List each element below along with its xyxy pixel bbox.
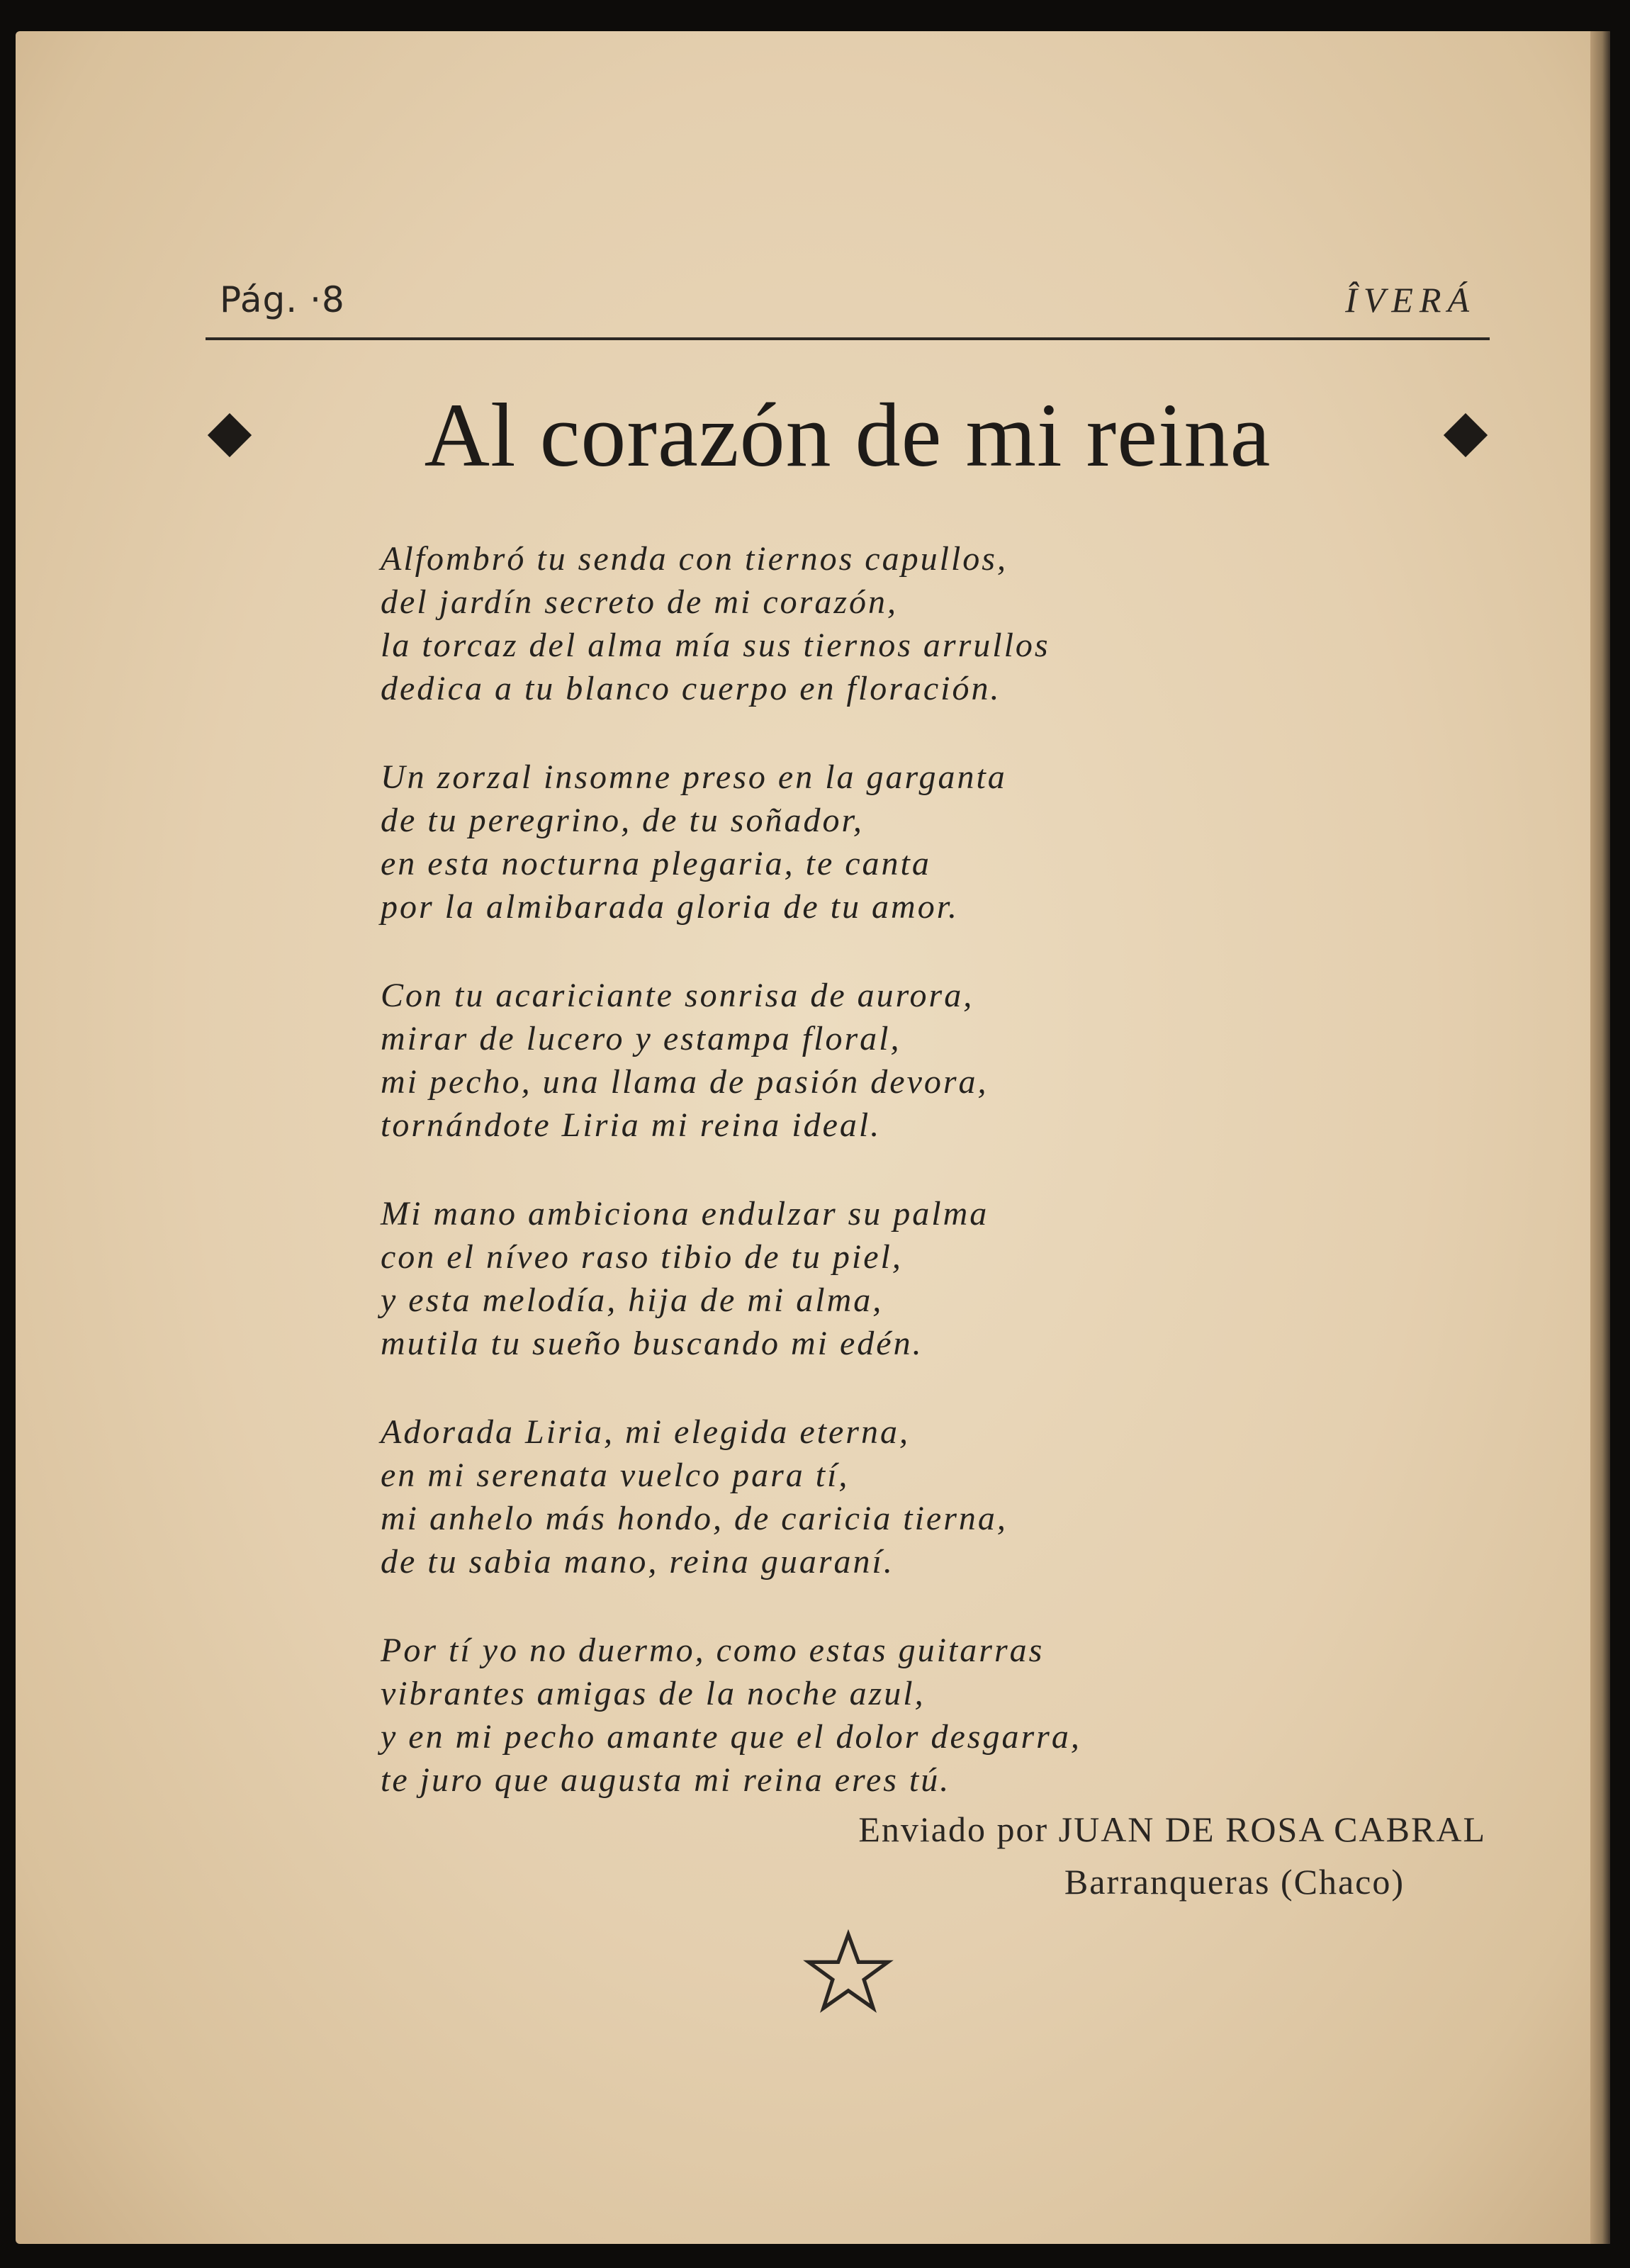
poem-line: vibrantes amigas de la noche azul, bbox=[381, 1675, 926, 1712]
stanza bbox=[381, 1629, 1316, 1802]
poem-line: de tu peregrino, de tu soñador, bbox=[381, 802, 864, 839]
poem-line: Alfombró tu senda con tiernos capullos, bbox=[381, 540, 1008, 578]
poem-line: la torcaz del alma mía sus tiernos arrullos bbox=[381, 627, 1050, 664]
poem-line: por la almibarada gloria de tu amor. bbox=[381, 888, 960, 926]
poem-line: mi pecho, una llama de pasión devora, bbox=[381, 1063, 989, 1101]
poem-line: tornándote Liria mi reina ideal. bbox=[381, 1106, 882, 1144]
poem-line: de tu sabia mano, reina guaraní. bbox=[381, 1543, 894, 1581]
credit-location: Barranqueras (Chaco) bbox=[1064, 1862, 1405, 1902]
poem-line: con el níveo raso tibio de tu piel, bbox=[381, 1238, 903, 1276]
poem-line: y esta melodía, hija de mi alma, bbox=[381, 1281, 884, 1319]
poem-line: mi anhelo más hondo, de caricia tierna, bbox=[381, 1500, 1008, 1537]
poem-credit bbox=[639, 1809, 1486, 1908]
stanza bbox=[381, 974, 1316, 1147]
poem-line: del jardín secreto de mi corazón, bbox=[381, 583, 899, 621]
star-outline-icon bbox=[802, 1927, 894, 2019]
stanza bbox=[381, 1192, 1316, 1365]
page-header bbox=[206, 244, 1490, 343]
header-rule bbox=[206, 337, 1490, 340]
diamond-right-icon bbox=[1444, 413, 1488, 457]
poem-line: y en mi pecho amante que el dolor desgarra, bbox=[381, 1718, 1081, 1756]
diamond-left-icon bbox=[208, 413, 252, 457]
poem-line: Mi mano ambiciona endulzar su palma bbox=[381, 1195, 989, 1233]
poem-line: Con tu acariciante sonrisa de aurora, bbox=[381, 977, 974, 1014]
stanza bbox=[381, 756, 1316, 928]
poem-line: te juro que augusta mi reina eres tú. bbox=[381, 1761, 951, 1799]
journal-name: ÎVERÁ bbox=[1345, 280, 1476, 320]
poem-title: Al corazón de mi reina bbox=[424, 384, 1271, 485]
title-row bbox=[206, 386, 1490, 485]
poem-line: mirar de lucero y estampa floral, bbox=[381, 1020, 901, 1057]
poem-line: Adorada Liria, mi elegida eterna, bbox=[381, 1413, 910, 1451]
stanza bbox=[381, 1410, 1316, 1583]
book-page bbox=[16, 31, 1610, 2244]
stanza bbox=[381, 537, 1316, 710]
poem-line: Un zorzal insomne preso en la garganta bbox=[381, 758, 1007, 796]
page-number-label: Pág. ·8 bbox=[220, 279, 345, 320]
poem-line: dedica a tu blanco cuerpo en floración. bbox=[381, 670, 1001, 707]
poem-body bbox=[381, 537, 1316, 1847]
poem-line: mutila tu sueño buscando mi edén. bbox=[381, 1325, 923, 1362]
poem-line: Por tí yo no duermo, como estas guitarras bbox=[381, 1632, 1045, 1669]
poem-line: en esta nocturna plegaria, te canta bbox=[381, 845, 931, 882]
poem-line: en mi serenata vuelco para tí, bbox=[381, 1456, 850, 1494]
credit-author: Enviado por JUAN DE ROSA CABRAL bbox=[858, 1809, 1486, 1849]
